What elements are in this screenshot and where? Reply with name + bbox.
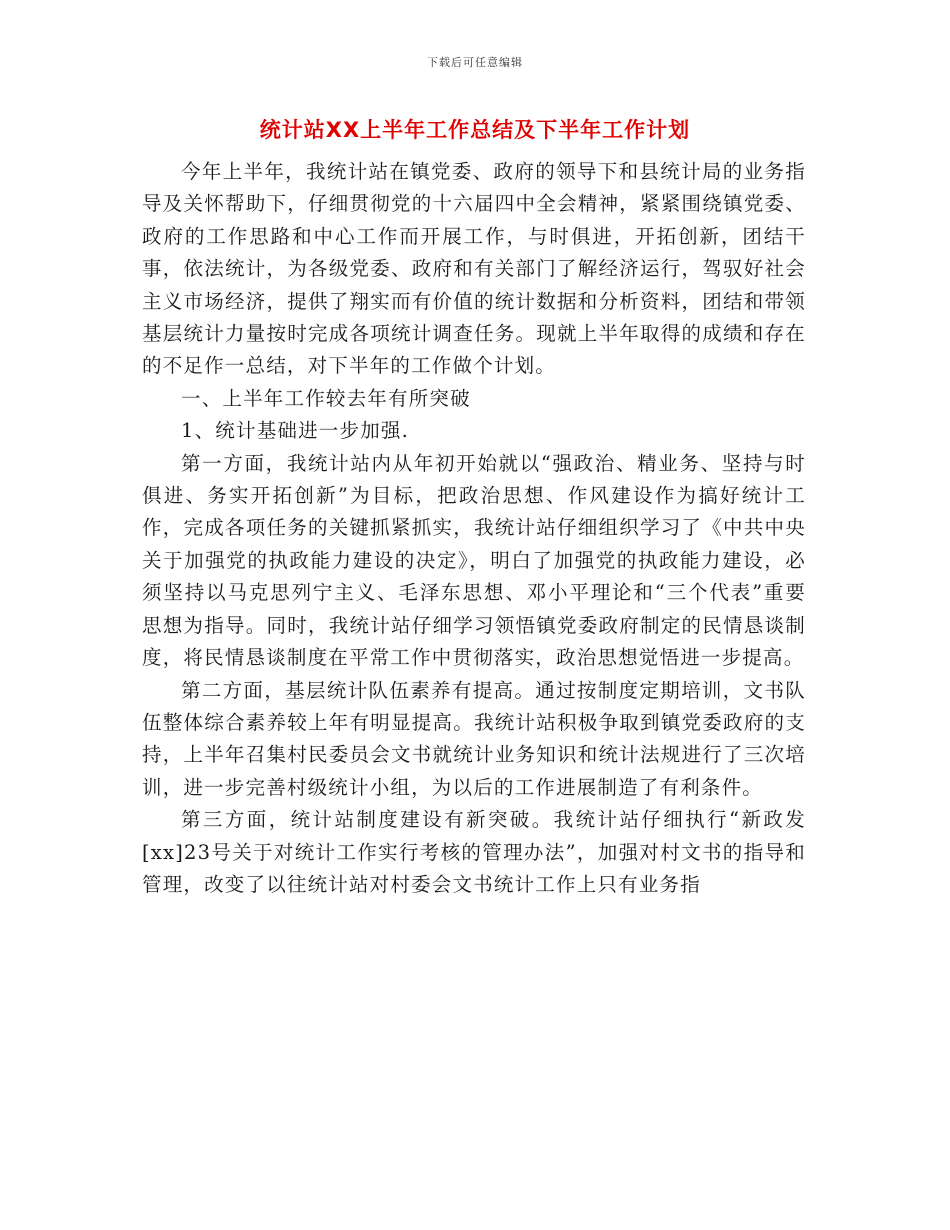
subsection-heading-1: 1、统计基础进一步加强. [181,419,410,443]
document-body [142,156,806,901]
paragraph-second-aspect: 第二方面，基层统计队伍素养有提高。通过按制度定期培训，文书队伍整体综合素养较上年有明显提高。我统计站积极争取到镇党委政府的支持，上半年召集村民委员会文书就统计业务知识和统计法规进行了三次培训，进一步完善村级统计小组，为以后的工作进展制造了有利条件。 [142,678,806,799]
paragraph-first-aspect: 第一方面，我统计站内从年初开始就以“强政治、精业务、坚持与时俱进、务实开拓创新”为目标，把政治思想、作风建设作为搞好统计工作，完成各项任务的关键抓紧抓实，我统计站仔细组织学习了《中共中央关于加强党的执政能力建设的决定》，明白了加强党的执政能力建设，必须坚持以马克思列宁主义、毛泽东思想、邓小平理论和“三个代表”重要思想为指导。同时，我统计站仔细学习领悟镇党委政府制定的民情恳谈制度，将民情恳谈制度在平常工作中贯彻落实，政治思想觉悟进一步提高。 [142,451,806,670]
document-title: 统计站XX上半年工作总结及下半年工作计划 [259,118,691,142]
paragraph-third-aspect: 第三方面，统计站制度建设有新突破。我统计站仔细执行“新政发[xx]23号关于对统计工作实行考核的管理办法”，加强对村文书的指导和管理，改变了以往统计站对村委会文书统计工作上只有业务指 [142,808,806,896]
header-note: 下载后可任意编辑 [427,56,523,69]
section-heading-1: 一、上半年工作较去年有所突破 [181,386,471,410]
paragraph-intro: 今年上半年，我统计站在镇党委、政府的领导下和县统计局的业务指导及关怀帮助下，仔细贯彻党的十六届四中全会精神，紧紧围绕镇党委、政府的工作思路和中心工作而开展工作，与时俱进，开拓创新，团结干事，依法统计，为各级党委、政府和有关部门了解经济运行，驾驭好社会主义市场经济，提供了翔实而有价值的统计数据和分析资料，团结和带领基层统计力量按时完成各项统计调查任务。现就上半年取得的成绩和存在的不足作一总结，对下半年的工作做个计划。 [142,160,806,378]
